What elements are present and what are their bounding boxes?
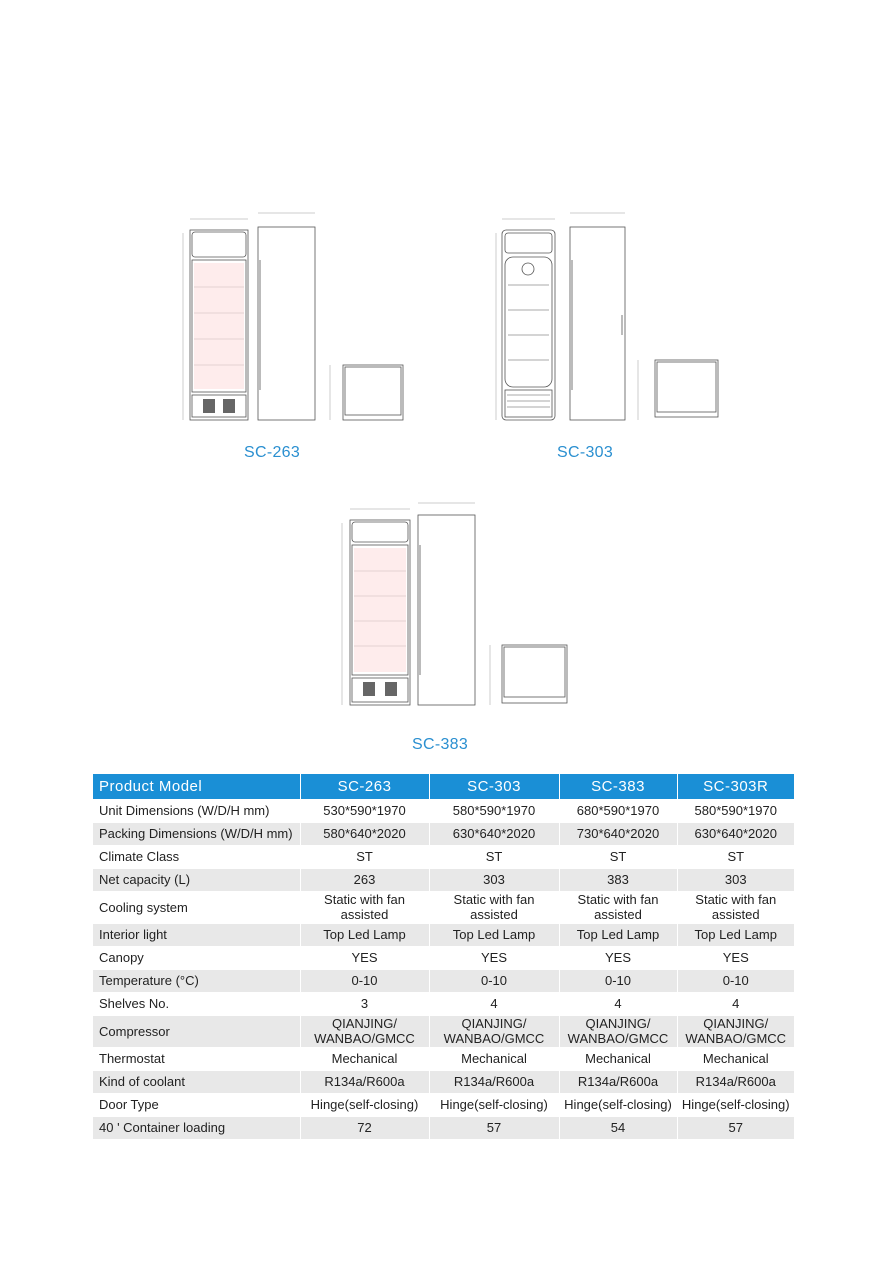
table-row: [93, 1116, 794, 1139]
model-caption: SC-263: [244, 444, 301, 461]
column-header: Product Model: [93, 774, 300, 799]
table-cell: 580*640*2020: [300, 822, 429, 845]
table-cell: 72: [300, 1116, 429, 1139]
table-cell: QIANJING/ WANBAO/GMCC: [559, 1015, 677, 1047]
table-cell: 57: [677, 1116, 794, 1139]
table-cell: 4: [677, 992, 794, 1015]
table-cell: Static with fan assisted: [677, 891, 794, 923]
column-header: SC-383: [559, 774, 677, 799]
table-cell: R134a/R600a: [429, 1070, 559, 1093]
table-row: [93, 1015, 794, 1047]
table-cell: Static with fan assisted: [300, 891, 429, 923]
table-row: [93, 969, 794, 992]
table-cell: 3: [300, 992, 429, 1015]
table-cell: R134a/R600a: [677, 1070, 794, 1093]
table-cell: Hinge(self-closing): [677, 1093, 794, 1116]
row-label: Temperature (°C): [93, 969, 300, 992]
table-cell: 263: [300, 868, 429, 891]
cooler-technical-drawing: [490, 205, 740, 435]
table-row: [93, 822, 794, 845]
table-cell: 4: [559, 992, 677, 1015]
row-label: Canopy: [93, 946, 300, 969]
table-header-row: [93, 774, 794, 799]
table-cell: Mechanical: [559, 1047, 677, 1070]
table-cell: Mechanical: [677, 1047, 794, 1070]
table-cell: 0-10: [429, 969, 559, 992]
table-cell: Top Led Lamp: [300, 923, 429, 946]
table-row: [93, 799, 794, 822]
table-row: [93, 868, 794, 891]
table-row: [93, 923, 794, 946]
table-cell: R134a/R600a: [300, 1070, 429, 1093]
row-label: Packing Dimensions (W/D/H mm): [93, 822, 300, 845]
row-label: Climate Class: [93, 845, 300, 868]
table-cell: 54: [559, 1116, 677, 1139]
table-cell: Hinge(self-closing): [300, 1093, 429, 1116]
table-cell: Hinge(self-closing): [559, 1093, 677, 1116]
table-row: [93, 1047, 794, 1070]
row-label: Compressor: [93, 1015, 300, 1047]
table-cell: QIANJING/ WANBAO/GMCC: [677, 1015, 794, 1047]
row-label: Unit Dimensions (W/D/H mm): [93, 799, 300, 822]
table-cell: 730*640*2020: [559, 822, 677, 845]
drawing-sc-383: [330, 495, 580, 720]
table-cell: Mechanical: [300, 1047, 429, 1070]
table-cell: Static with fan assisted: [429, 891, 559, 923]
row-label: Thermostat: [93, 1047, 300, 1070]
row-label: Cooling system: [93, 891, 300, 923]
row-label: Shelves No.: [93, 992, 300, 1015]
table-row: [93, 946, 794, 969]
table-cell: ST: [300, 845, 429, 868]
row-label: Net capacity (L): [93, 868, 300, 891]
column-header: SC-263: [300, 774, 429, 799]
table-cell: QIANJING/ WANBAO/GMCC: [300, 1015, 429, 1047]
table-cell: ST: [429, 845, 559, 868]
row-label: Kind of coolant: [93, 1070, 300, 1093]
table-row: [93, 845, 794, 868]
table-cell: YES: [677, 946, 794, 969]
table-cell: Top Led Lamp: [559, 923, 677, 946]
spec-table: [93, 774, 794, 1139]
table-row: [93, 1093, 794, 1116]
cooler-technical-drawing: [330, 495, 580, 720]
drawing-sc-303: [490, 205, 740, 435]
table-cell: 0-10: [559, 969, 677, 992]
table-cell: YES: [300, 946, 429, 969]
table-cell: Mechanical: [429, 1047, 559, 1070]
row-label: 40 ' Container loading: [93, 1116, 300, 1139]
table-cell: Hinge(self-closing): [429, 1093, 559, 1116]
column-header: SC-303R: [677, 774, 794, 799]
table-cell: Top Led Lamp: [677, 923, 794, 946]
table-cell: 0-10: [300, 969, 429, 992]
model-caption: SC-383: [412, 736, 469, 753]
table-cell: 57: [429, 1116, 559, 1139]
table-cell: 630*640*2020: [677, 822, 794, 845]
cooler-technical-drawing: [165, 205, 415, 435]
table-cell: Static with fan assisted: [559, 891, 677, 923]
model-caption: SC-303: [557, 444, 614, 461]
table-cell: YES: [429, 946, 559, 969]
table-cell: 580*590*1970: [429, 799, 559, 822]
row-label: Interior light: [93, 923, 300, 946]
table-cell: 0-10: [677, 969, 794, 992]
table-cell: R134a/R600a: [559, 1070, 677, 1093]
row-label: Door Type: [93, 1093, 300, 1116]
table-cell: 303: [429, 868, 559, 891]
table-cell: ST: [677, 845, 794, 868]
table-cell: 580*590*1970: [677, 799, 794, 822]
table-cell: QIANJING/ WANBAO/GMCC: [429, 1015, 559, 1047]
table-cell: Top Led Lamp: [429, 923, 559, 946]
table-cell: 680*590*1970: [559, 799, 677, 822]
table-row: [93, 891, 794, 923]
drawing-sc-263: [165, 205, 415, 435]
table-cell: 530*590*1970: [300, 799, 429, 822]
table-cell: 630*640*2020: [429, 822, 559, 845]
column-header: SC-303: [429, 774, 559, 799]
table-cell: 383: [559, 868, 677, 891]
table-row: [93, 1070, 794, 1093]
table-cell: 4: [429, 992, 559, 1015]
table-row: [93, 992, 794, 1015]
table-cell: YES: [559, 946, 677, 969]
table-cell: ST: [559, 845, 677, 868]
table-cell: 303: [677, 868, 794, 891]
